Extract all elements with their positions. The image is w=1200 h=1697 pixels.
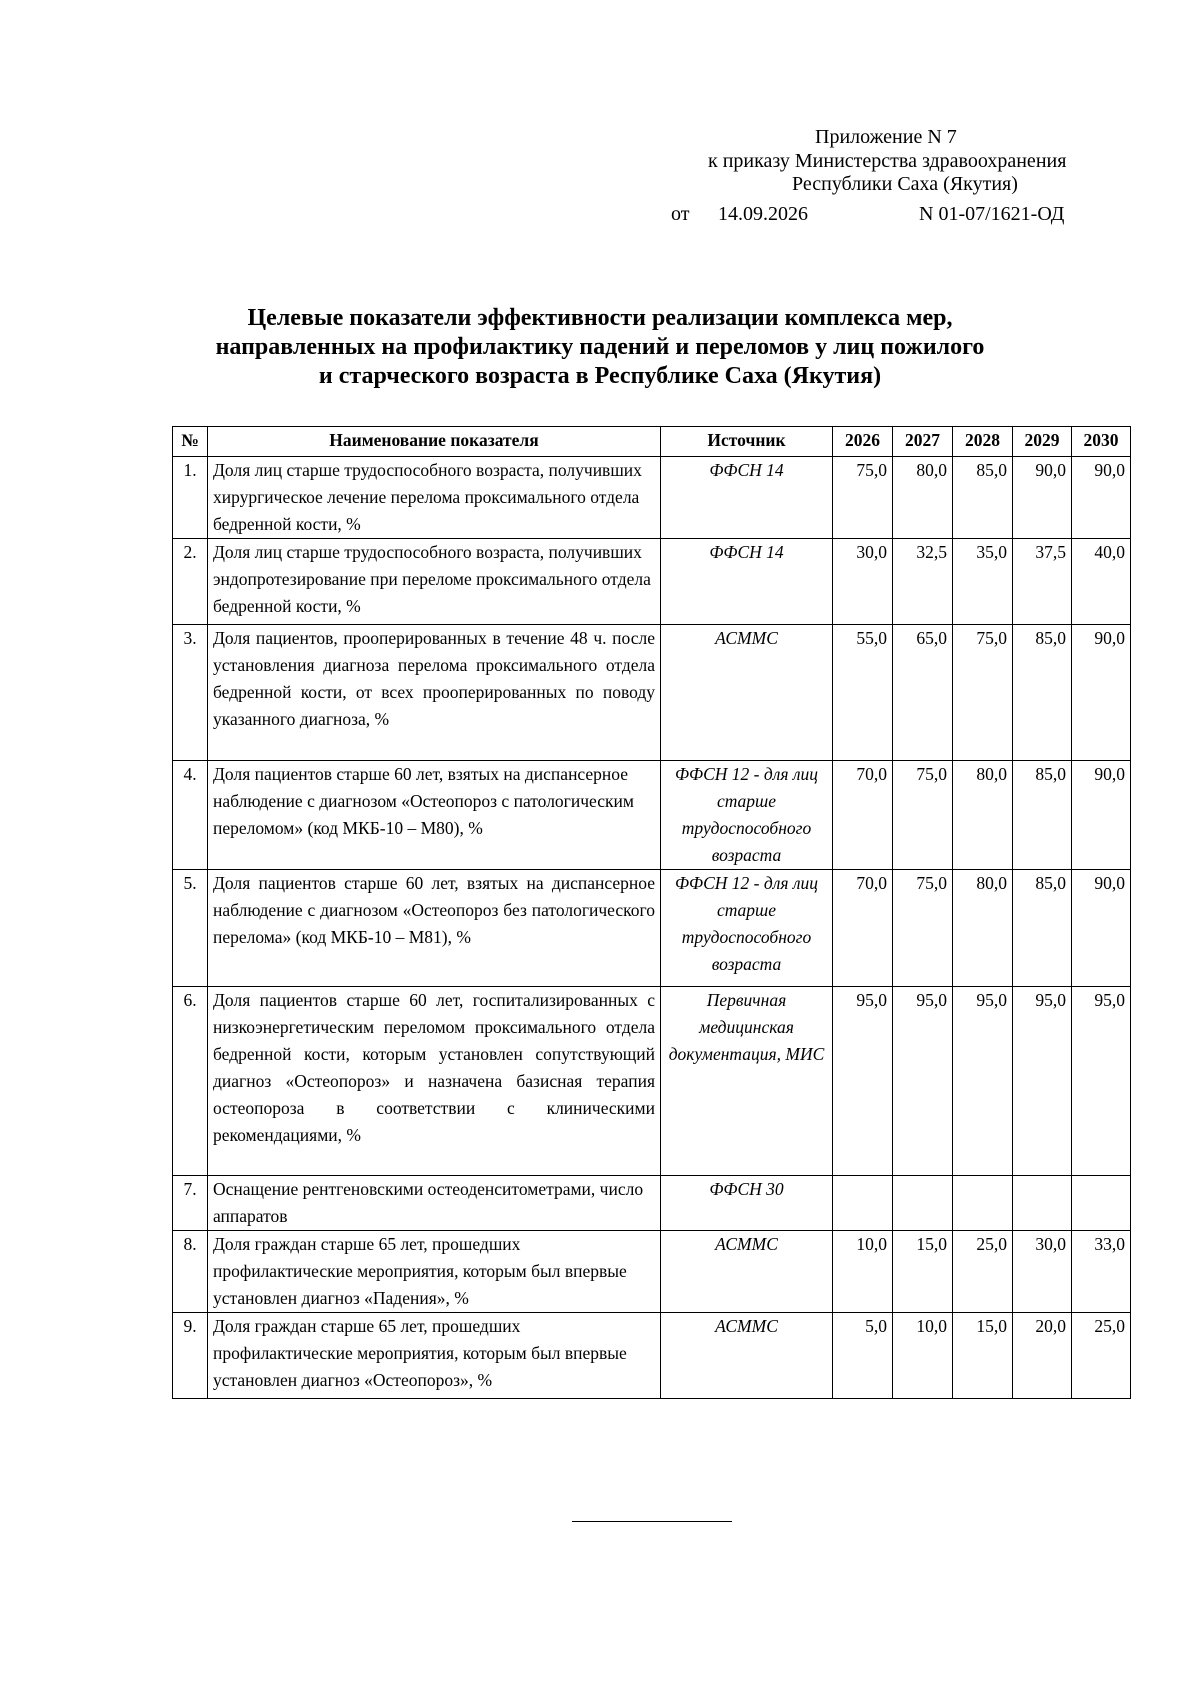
value-2028: 85,0 — [953, 457, 1013, 539]
title-line-1: Целевые показатели эффективности реализации комплекса мер, — [247, 305, 953, 331]
row-num: 3. — [173, 625, 208, 761]
value-2027: 75,0 — [893, 761, 953, 870]
value-2026: 10,0 — [833, 1231, 893, 1313]
value-2026 — [833, 1176, 893, 1231]
indicator-source: АСММС — [661, 1313, 833, 1399]
value-2027: 32,5 — [893, 539, 953, 625]
value-2030: 25,0 — [1072, 1313, 1131, 1399]
indicator-name: Доля пациентов старше 60 лет, взятых на диспансерное наблюдение с диагнозом «Остеопороз без патологического перелома» (код МКБ-10 – M81), % — [208, 870, 661, 987]
indicator-name: Доля лиц старше трудоспособного возраста, получивших хирургическое лечение перелома проксимального отдела бедренной кости, % — [208, 457, 661, 539]
value-2029: 85,0 — [1013, 625, 1072, 761]
header-source: Источник — [661, 427, 833, 457]
table-row — [173, 1313, 1131, 1399]
indicator-source: ФФСН 12 - для лиц старше трудоспособного возраста — [661, 870, 833, 987]
value-2029: 85,0 — [1013, 761, 1072, 870]
value-2030: 90,0 — [1072, 625, 1131, 761]
value-2027: 80,0 — [893, 457, 953, 539]
header-num: № — [173, 427, 208, 457]
value-2029: 90,0 — [1013, 457, 1072, 539]
value-2026: 95,0 — [833, 987, 893, 1176]
value-2026: 30,0 — [833, 539, 893, 625]
indicator-source: ФФСН 14 — [661, 457, 833, 539]
table-row — [173, 870, 1131, 987]
value-2027: 65,0 — [893, 625, 953, 761]
row-num: 6. — [173, 987, 208, 1176]
indicator-source: ФФСН 30 — [661, 1176, 833, 1231]
value-2027: 15,0 — [893, 1231, 953, 1313]
value-2030: 90,0 — [1072, 870, 1131, 987]
value-2029: 85,0 — [1013, 870, 1072, 987]
row-num: 5. — [173, 870, 208, 987]
value-2026: 70,0 — [833, 761, 893, 870]
value-2026: 70,0 — [833, 870, 893, 987]
value-2027: 95,0 — [893, 987, 953, 1176]
table-row — [173, 761, 1131, 870]
value-2028: 25,0 — [953, 1231, 1013, 1313]
value-2028 — [953, 1176, 1013, 1231]
indicator-name: Доля лиц старше трудоспособного возраста, получивших эндопротезирование при переломе проксимального отдела бедренной кости, % — [208, 539, 661, 625]
value-2030: 90,0 — [1072, 457, 1131, 539]
table-row — [173, 987, 1131, 1176]
value-2027: 75,0 — [893, 870, 953, 987]
value-2030: 40,0 — [1072, 539, 1131, 625]
value-2028: 15,0 — [953, 1313, 1013, 1399]
value-2029: 30,0 — [1013, 1231, 1072, 1313]
value-2029: 95,0 — [1013, 987, 1072, 1176]
indicator-source: АСММС — [661, 1231, 833, 1313]
value-2026: 5,0 — [833, 1313, 893, 1399]
value-2027 — [893, 1176, 953, 1231]
title-line-3: и старческого возраста в Республике Саха (Якутия) — [318, 363, 882, 389]
indicator-name: Доля пациентов, прооперированных в течение 48 ч. после установления диагноза перелома проксимального отдела бедренной кости, от всех прооперированных по поводу указанного диагноза, % — [208, 625, 661, 761]
value-2028: 35,0 — [953, 539, 1013, 625]
value-2026: 55,0 — [833, 625, 893, 761]
indicators-table — [172, 426, 1131, 1399]
header-2026: 2026 — [833, 427, 893, 457]
table-row — [173, 1231, 1131, 1313]
end-divider — [572, 1521, 732, 1522]
row-num: 4. — [173, 761, 208, 870]
indicator-name: Доля пациентов старше 60 лет, взятых на диспансерное наблюдение с диагнозом «Остеопороз с патологическим переломом» (код МКБ-10 – M80), % — [208, 761, 661, 870]
indicator-source: АСММС — [661, 625, 833, 761]
header-name: Наименование показателя — [208, 427, 661, 457]
value-2030: 90,0 — [1072, 761, 1131, 870]
document-title — [140, 304, 1060, 391]
row-num: 2. — [173, 539, 208, 625]
row-num: 9. — [173, 1313, 208, 1399]
republic-name: Республики Саха (Якутия) — [792, 173, 1018, 195]
value-2029: 37,5 — [1013, 539, 1072, 625]
value-2029 — [1013, 1176, 1072, 1231]
header-2027: 2027 — [893, 427, 953, 457]
table-row — [173, 625, 1131, 761]
table-row — [173, 1176, 1131, 1231]
table-header-row — [173, 427, 1131, 457]
row-num: 7. — [173, 1176, 208, 1231]
table-row — [173, 457, 1131, 539]
value-2030 — [1072, 1176, 1131, 1231]
row-num: 8. — [173, 1231, 208, 1313]
appendix-header — [660, 126, 1130, 197]
indicator-name: Доля граждан старше 65 лет, прошедших профилактические мероприятия, которым был впервые установлен диагноз «Остеопороз», % — [208, 1313, 661, 1399]
title-line-2: направленных на профилактику падений и переломов у лиц пожилого — [215, 334, 985, 360]
value-2028: 95,0 — [953, 987, 1013, 1176]
value-2026: 75,0 — [833, 457, 893, 539]
row-num: 1. — [173, 457, 208, 539]
indicator-name: Оснащение рентгеновскими остеоденситометрами, число аппаратов — [208, 1176, 661, 1231]
order-prefix: от — [671, 203, 690, 225]
value-2027: 10,0 — [893, 1313, 953, 1399]
appendix-number: Приложение N 7 — [815, 126, 957, 148]
table-row — [173, 539, 1131, 625]
order-reference: к приказу Министерства здравоохранения — [708, 149, 1067, 172]
value-2030: 33,0 — [1072, 1231, 1131, 1313]
value-2030: 95,0 — [1072, 987, 1131, 1176]
header-2030: 2030 — [1072, 427, 1131, 457]
order-date: 14.09.2026 — [718, 203, 808, 225]
indicator-source: Первичная медицинская документация, МИС — [661, 987, 833, 1176]
value-2029: 20,0 — [1013, 1313, 1072, 1399]
order-number: N 01-07/1621-ОД — [919, 203, 1065, 225]
value-2028: 80,0 — [953, 761, 1013, 870]
indicator-name: Доля граждан старше 65 лет, прошедших профилактические мероприятия, которым был впервые установлен диагноз «Падения», % — [208, 1231, 661, 1313]
header-2028: 2028 — [953, 427, 1013, 457]
value-2028: 75,0 — [953, 625, 1013, 761]
value-2028: 80,0 — [953, 870, 1013, 987]
indicator-name: Доля пациентов старше 60 лет, госпитализированных с низкоэнергетическим переломом проксимального отдела бедренной кости, которым установлен сопутствующий диагноз «Остеопороз» и назначена базисная терапия остеопороза в соответствии с клиническими рекомендациями, % — [208, 987, 661, 1176]
header-2029: 2029 — [1013, 427, 1072, 457]
indicator-source: ФФСН 14 — [661, 539, 833, 625]
indicator-source: ФФСН 12 - для лиц старше трудоспособного возраста — [661, 761, 833, 870]
